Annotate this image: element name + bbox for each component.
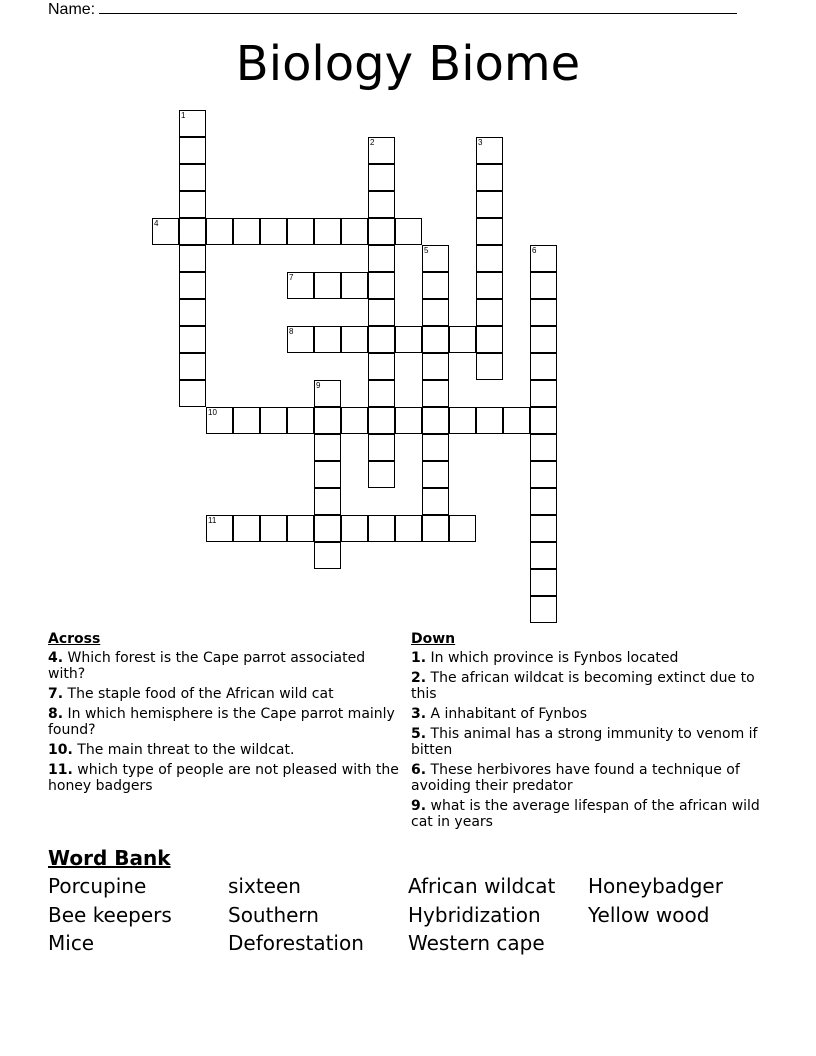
crossword-cell[interactable] [530, 380, 557, 407]
clue-number-label: 7 [289, 273, 294, 282]
page-title: Biology Biome [235, 36, 581, 92]
crossword-cell[interactable] [206, 218, 233, 245]
crossword-cell[interactable] [314, 542, 341, 569]
clue-text: The main threat to the wildcat. [77, 742, 295, 758]
crossword-cell[interactable] [179, 245, 206, 272]
crossword-cell[interactable] [368, 515, 395, 542]
crossword-cell[interactable] [179, 299, 206, 326]
crossword-cell[interactable] [530, 434, 557, 461]
clue-number: 11. [48, 762, 73, 778]
crossword-cell[interactable] [530, 326, 557, 353]
crossword-cell[interactable] [476, 191, 503, 218]
name-field[interactable] [48, 0, 737, 19]
crossword-cell[interactable] [152, 218, 179, 245]
crossword-cell[interactable] [530, 461, 557, 488]
name-underline[interactable] [99, 0, 737, 14]
crossword-cell[interactable] [179, 164, 206, 191]
crossword-cell[interactable] [368, 434, 395, 461]
crossword-cell[interactable] [368, 191, 395, 218]
crossword-cell[interactable] [260, 515, 287, 542]
crossword-cell[interactable] [368, 272, 395, 299]
crossword-cell[interactable] [179, 110, 206, 137]
crossword-cell[interactable] [422, 245, 449, 272]
crossword-cell[interactable] [530, 272, 557, 299]
crossword-cell[interactable] [476, 272, 503, 299]
crossword-cell[interactable] [449, 326, 476, 353]
crossword-cell[interactable] [368, 407, 395, 434]
clue-number-label: 2 [370, 138, 375, 147]
crossword-cell[interactable] [530, 407, 557, 434]
word-bank-item: Deforestation [228, 931, 364, 955]
across-heading: Across [48, 631, 101, 647]
crossword-cell[interactable] [368, 137, 395, 164]
crossword-cell[interactable] [314, 272, 341, 299]
crossword-cell[interactable] [287, 515, 314, 542]
word-bank-item: Porcupine [48, 874, 147, 898]
crossword-cell[interactable] [530, 515, 557, 542]
crossword-cell[interactable] [314, 461, 341, 488]
crossword-cell[interactable] [287, 218, 314, 245]
word-bank-item: Southern [228, 902, 319, 927]
word-bank-item: Hybridization [408, 902, 541, 927]
crossword-cell[interactable] [476, 245, 503, 272]
across-clue [48, 686, 400, 702]
clue-number: 3. [411, 706, 427, 722]
across-clue [48, 650, 400, 682]
crossword-cell[interactable] [395, 218, 422, 245]
name-label: Name: [48, 1, 96, 18]
clue-text: what is the average lifespan of the african wild cat in years [411, 798, 760, 830]
crossword-cell[interactable] [341, 515, 368, 542]
clue-number-label: 8 [289, 327, 294, 336]
down-clue [411, 798, 763, 830]
crossword-cell[interactable] [314, 515, 341, 542]
crossword-cell[interactable] [422, 299, 449, 326]
crossword-cell[interactable] [287, 326, 314, 353]
clue-number: 10. [48, 742, 73, 758]
crossword-cell[interactable] [476, 137, 503, 164]
clue-text: which type of people are not pleased with the honey badgers [48, 762, 399, 794]
crossword-cell[interactable] [368, 380, 395, 407]
crossword-cell[interactable] [179, 137, 206, 164]
crossword-cell[interactable] [233, 407, 260, 434]
crossword-cell[interactable] [341, 272, 368, 299]
clue-text: In which hemisphere is the Cape parrot mainly found? [48, 706, 395, 738]
crossword-cell[interactable] [179, 272, 206, 299]
clue-text: Which forest is the Cape parrot associated with? [48, 650, 366, 682]
crossword-cell[interactable] [530, 542, 557, 569]
down-clue [411, 762, 763, 794]
crossword-cell[interactable] [422, 434, 449, 461]
down-clues [411, 630, 763, 834]
word-bank-item: Yellow wood [588, 902, 710, 927]
clue-number: 1. [411, 650, 427, 666]
crossword-cell[interactable] [206, 407, 233, 434]
clue-number: 6. [411, 762, 427, 778]
crossword-cell[interactable] [233, 218, 260, 245]
crossword-cell[interactable] [314, 407, 341, 434]
down-heading: Down [411, 631, 456, 647]
crossword-cell[interactable] [314, 488, 341, 515]
crossword-cell[interactable] [449, 515, 476, 542]
crossword-cell[interactable] [395, 515, 422, 542]
crossword-cell[interactable] [422, 515, 449, 542]
clue-number-label: 9 [316, 381, 321, 390]
clue-text: The african wildcat is becoming extinct due to this [411, 670, 755, 702]
crossword-cell[interactable] [314, 218, 341, 245]
across-clues [48, 630, 400, 798]
crossword-cell[interactable] [476, 353, 503, 380]
crossword-cell[interactable] [530, 245, 557, 272]
crossword-cell[interactable] [368, 326, 395, 353]
down-clue [411, 726, 763, 758]
crossword-cell[interactable] [530, 353, 557, 380]
crossword-cell[interactable] [422, 461, 449, 488]
crossword-cell[interactable] [422, 272, 449, 299]
crossword-cell[interactable] [314, 380, 341, 407]
crossword-cell[interactable] [341, 326, 368, 353]
clue-number-label: 6 [532, 246, 537, 255]
crossword-cell[interactable] [341, 218, 368, 245]
word-bank [48, 872, 768, 958]
crossword-cell[interactable] [368, 218, 395, 245]
crossword-cell[interactable] [368, 164, 395, 191]
crossword-cell[interactable] [368, 299, 395, 326]
crossword-cell[interactable] [422, 326, 449, 353]
clue-text: These herbivores have found a technique of avoiding their predator [411, 762, 740, 794]
clue-text: In which province is Fynbos located [430, 650, 679, 666]
crossword-cell[interactable] [476, 218, 503, 245]
clue-number-label: 5 [424, 246, 429, 255]
crossword-cell[interactable] [449, 407, 476, 434]
clue-number-label: 3 [478, 138, 483, 147]
word-bank-item: African wildcat [408, 874, 556, 898]
crossword-cell[interactable] [260, 218, 287, 245]
crossword-cell[interactable] [476, 299, 503, 326]
crossword-cell[interactable] [395, 326, 422, 353]
word-bank-item: Bee keepers [48, 902, 172, 927]
crossword-cell[interactable] [179, 353, 206, 380]
crossword-cell[interactable] [179, 218, 206, 245]
crossword-cell[interactable] [368, 353, 395, 380]
crossword-cell[interactable] [395, 407, 422, 434]
crossword-cell[interactable] [179, 326, 206, 353]
clue-number: 7. [48, 686, 64, 702]
crossword-cell[interactable] [179, 380, 206, 407]
word-bank-item: Mice [48, 931, 95, 955]
crossword-cell[interactable] [503, 407, 530, 434]
crossword-cell[interactable] [476, 164, 503, 191]
clue-number: 4. [48, 650, 64, 666]
crossword-cell[interactable] [422, 407, 449, 434]
crossword-cell[interactable] [476, 407, 503, 434]
clue-number: 2. [411, 670, 427, 686]
clue-number: 9. [411, 798, 427, 814]
clue-number-label: 1 [181, 111, 186, 120]
crossword-cell[interactable] [530, 569, 557, 596]
clue-text: This animal has a strong immunity to venom if bitten [411, 726, 758, 758]
across-clue [48, 742, 400, 758]
clue-number-label: 11 [208, 516, 217, 525]
crossword-cell[interactable] [341, 407, 368, 434]
clue-text: A inhabitant of Fynbos [430, 706, 588, 722]
crossword-cell[interactable] [287, 407, 314, 434]
word-bank-heading: Word Bank [48, 846, 171, 870]
clue-text: The staple food of the African wild cat [67, 686, 334, 702]
crossword-cell[interactable] [233, 515, 260, 542]
clue-number-label: 4 [154, 219, 159, 228]
crossword-cell[interactable] [530, 596, 557, 623]
crossword-cell[interactable] [179, 191, 206, 218]
across-clue [48, 762, 400, 794]
crossword-cell[interactable] [422, 380, 449, 407]
down-clue [411, 706, 763, 722]
crossword-cell[interactable] [530, 299, 557, 326]
word-bank-item: Western cape [408, 931, 545, 955]
crossword-cell[interactable] [287, 272, 314, 299]
crossword-cell[interactable] [206, 515, 233, 542]
crossword-cell[interactable] [422, 353, 449, 380]
clue-number: 8. [48, 706, 64, 722]
crossword-cell[interactable] [530, 488, 557, 515]
crossword-cell[interactable] [260, 407, 287, 434]
crossword-cell[interactable] [368, 461, 395, 488]
clue-number: 5. [411, 726, 427, 742]
crossword-cell[interactable] [314, 326, 341, 353]
crossword-cell[interactable] [422, 488, 449, 515]
crossword-cell[interactable] [476, 326, 503, 353]
crossword-cell[interactable] [314, 434, 341, 461]
down-clue [411, 650, 763, 666]
across-clue [48, 706, 400, 738]
clue-number-label: 10 [208, 408, 217, 417]
word-bank-item: sixteen [228, 874, 301, 898]
down-clue [411, 670, 763, 702]
word-bank-item: Honeybadger [588, 874, 723, 898]
crossword-cell[interactable] [368, 245, 395, 272]
